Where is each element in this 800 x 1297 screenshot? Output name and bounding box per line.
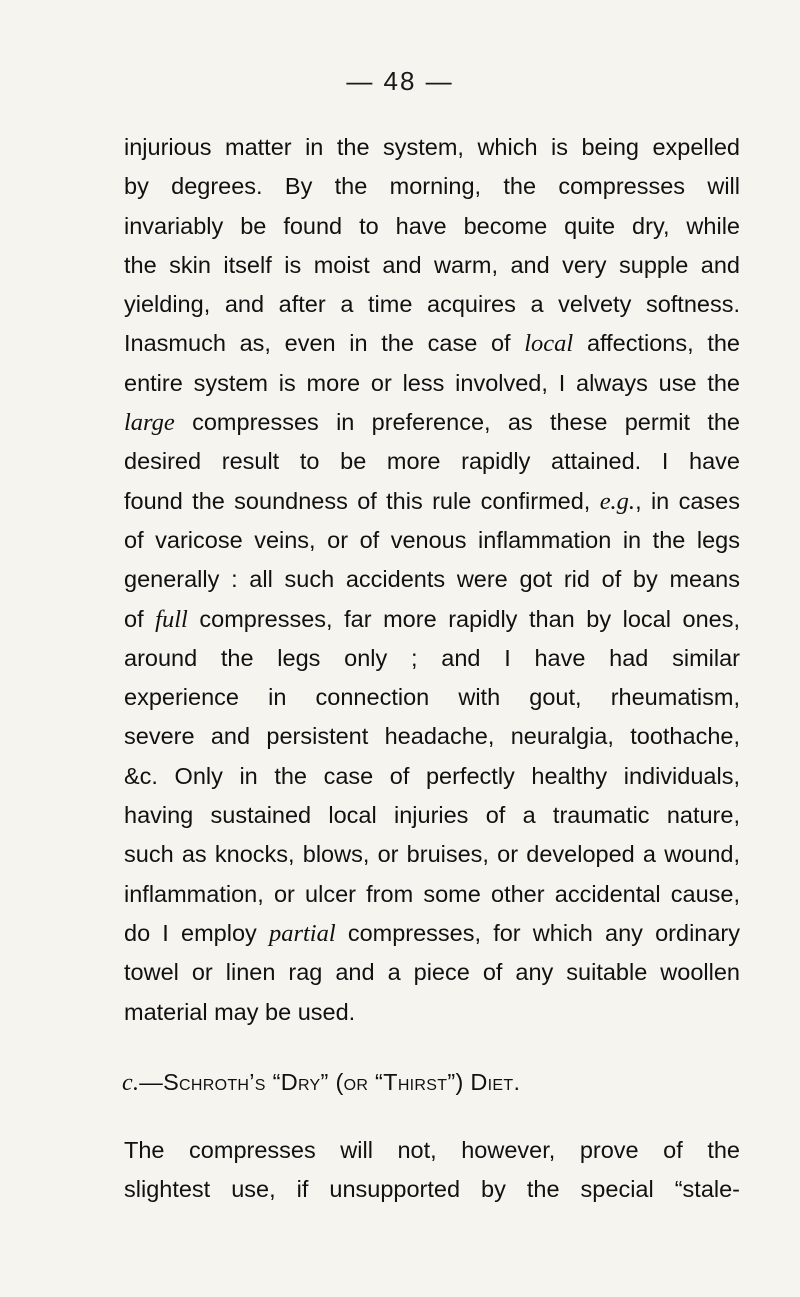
text-line: desired result to be more rapidly attained. I have bbox=[124, 448, 740, 475]
text-segment: compresses, for which any ordinary bbox=[335, 919, 740, 946]
text-line bbox=[124, 482, 740, 521]
text-line: towel or linen rag and a piece of any suitable woollen bbox=[124, 959, 740, 986]
italic-term: local bbox=[524, 330, 574, 358]
text-segment: of bbox=[124, 605, 156, 632]
text-line: The compresses will not, however, prove of the bbox=[124, 1137, 740, 1163]
text-segment: affections, the bbox=[573, 330, 740, 357]
italic-term: large bbox=[124, 409, 175, 437]
text-segment: , in cases bbox=[635, 487, 740, 514]
page-number: — 48 — bbox=[346, 66, 454, 96]
section-heading bbox=[122, 1063, 742, 1103]
text-line: inflammation, or ulcer from some other accidental cause, bbox=[124, 880, 740, 907]
text-segment: compresses, far more rapidly than by local ones, bbox=[187, 605, 740, 632]
text-line: &c. Only in the case of perfectly healthy individuals, bbox=[124, 762, 740, 789]
text-line: around the legs only ; and I have had similar bbox=[124, 644, 740, 671]
section-letter: c. bbox=[122, 1070, 140, 1096]
text-line bbox=[124, 324, 740, 363]
text-line: slightest use, if unsupported by the special “stale- bbox=[124, 1176, 740, 1203]
text-line: injurious matter in the system, which is being expelled bbox=[124, 134, 740, 160]
text-line: having sustained local injuries of a traumatic nature, bbox=[124, 802, 740, 829]
text-segment: compresses in preference, as these permit the bbox=[174, 409, 740, 436]
paragraph-1 bbox=[124, 128, 740, 1032]
italic-term: partial bbox=[268, 919, 336, 947]
text-line: invariably be found to have become quite dry, while bbox=[124, 212, 740, 239]
text-line: of varicose veins, or of venous inflammation in the legs bbox=[124, 526, 740, 553]
section-title: —Schroth’s “Dry” (or “Thirst”) Diet. bbox=[139, 1069, 521, 1095]
text-line: by degrees. By the morning, the compresses will bbox=[124, 173, 740, 200]
text-line: entire system is more or less involved, I always use the bbox=[124, 369, 740, 396]
text-line: experience in connection with gout, rheumatism, bbox=[124, 684, 740, 711]
text-line: generally : all such accidents were got rid of by means bbox=[124, 566, 740, 593]
italic-term: full bbox=[155, 605, 188, 633]
italic-term: e.g. bbox=[599, 487, 636, 515]
text-line: severe and persistent headache, neuralgia, toothache, bbox=[124, 723, 740, 750]
text-segment: found the soundness of this rule confirmed, bbox=[124, 487, 600, 514]
text-segment: do I employ bbox=[124, 919, 269, 946]
text-line: such as knocks, blows, or bruises, or developed a wound, bbox=[124, 841, 740, 868]
paragraph-2 bbox=[124, 1131, 740, 1210]
text-line: material may be used. bbox=[124, 998, 356, 1025]
text-segment: Inasmuch as, even in the case of bbox=[124, 330, 525, 357]
text-line: yielding, and after a time acquires a velvety softness. bbox=[124, 291, 740, 318]
text-line: the skin itself is moist and warm, and very supple and bbox=[124, 251, 740, 278]
text-line bbox=[124, 403, 740, 442]
text-line bbox=[124, 600, 740, 639]
text-line bbox=[124, 914, 740, 953]
